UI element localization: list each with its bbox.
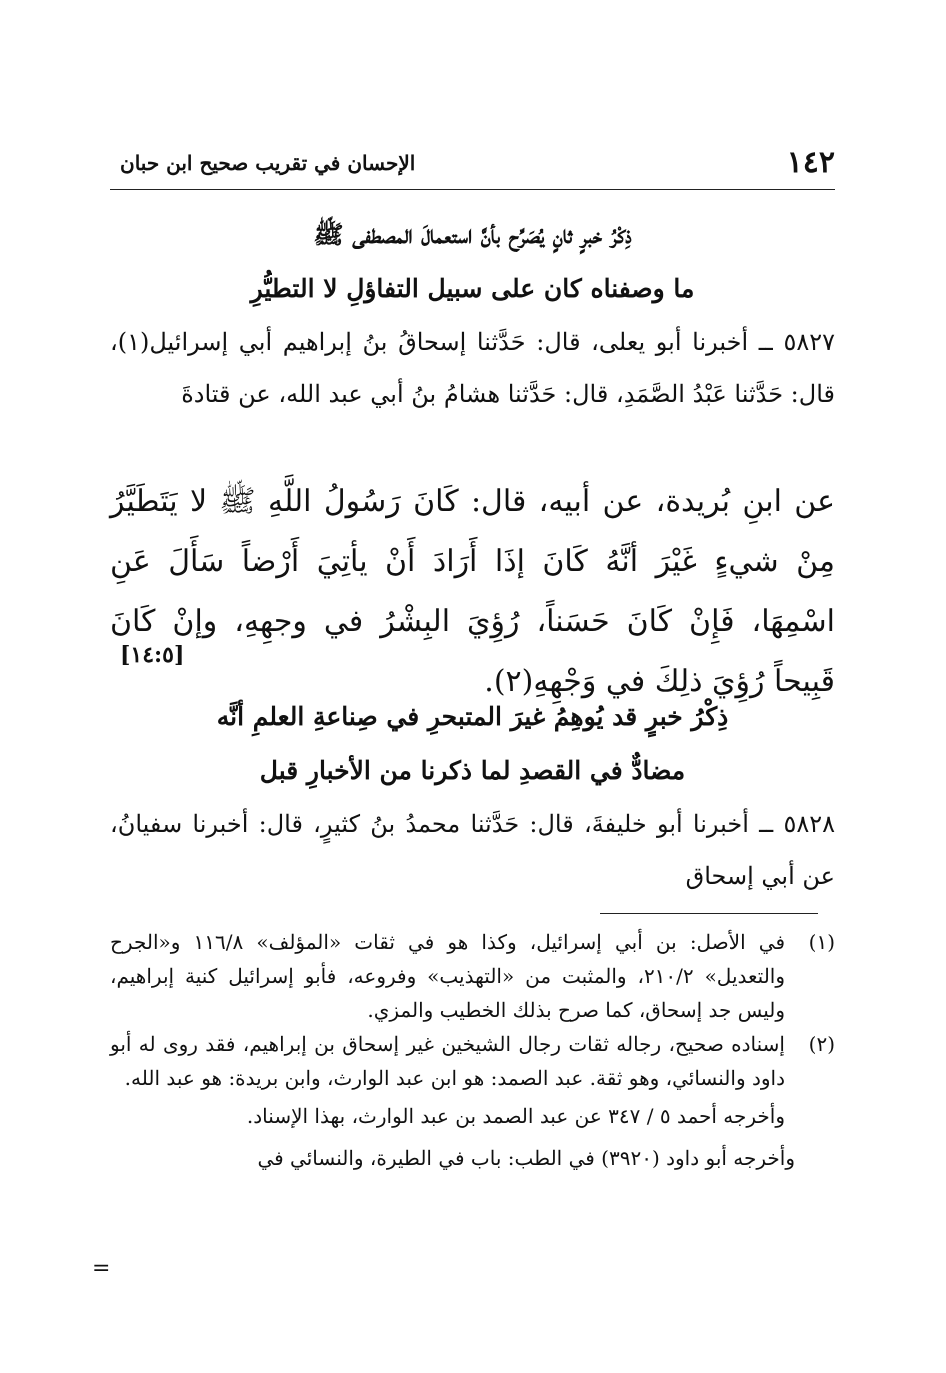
footnote-1 — [110, 925, 835, 1027]
running-title: الإحسان في تقريب صحيح ابن حبان — [120, 151, 416, 175]
footnote-rule — [600, 913, 818, 914]
hadith-5827-matn: عن ابنِ بُريدة، عن أبيه، قال: كَانَ رَسُولُ اللَّهِ ﷺ لا يَتَطَيَّرُ مِنْ شيءٍ غَيْرَ أنَّهُ كَانَ إذَا أَرَادَ أَنْ يأتِيَ أَرْضاً سَأَلَ عَنِ اسْمِهَا، فَإِنْ كَانَ حَسَناً، رُؤِيَ البِشْرُ في وجهِهِ، وإنْ كَانَ قَبِيحاً رُؤِيَ ذلِكَ في وَجْهِهِ(٢). — [110, 484, 835, 699]
heading-line: مضادٌّ في القصدِ لما ذكرنا من الأخبارِ قبل — [259, 756, 686, 785]
hadith-reference: [١٤:٥] — [120, 642, 185, 668]
footnote-text: في الأصل: بن أبي إسرائيل، وكذا هو في ثقات «المؤلف» ١١٦/٨ و«الجرح والتعديل» ٢١٠/٢، والمثبت من «التهذيب» وفروعه، فأبو إسرائيل كنية إبراهيم، وليس جد إسحاق، كما صرح بذلك الخطيب والمزي. — [110, 930, 786, 1022]
footnote-number: (١) — [808, 930, 835, 954]
footnote-2-paragraph: وأخرجه أبو داود (٣٩٢٠) في الطب: باب في الطيرة، والنسائي في — [257, 1146, 795, 1170]
footnote-number: (٢) — [808, 1032, 835, 1056]
heading-line: ذِكْرُ خبرٍ ثانٍ يُصَرِّح بأنَّ استعمالَ المصطفى ﷺ — [313, 220, 632, 249]
footnotes — [110, 925, 835, 1175]
heading-line: ذِكْرُ خبرٍ قد يُوهِمُ غيرَ المتبحرِ في صِناعةِ العلمِ أنَّه — [216, 702, 729, 731]
header-rule — [110, 189, 835, 190]
continuation-mark: = — [92, 1256, 111, 1281]
hadith-5827-isnad: ٥٨٢٧ ــ أخبرنا أبو يعلى، قال: حَدَّثنا إسحاقُ بنُ إبراهيم أبي إسرائيل(١)، قال: حَدَّثنا عَبْدُ الصَّمَدِ، قال: حَدَّثنا هشامُ بنُ أبي عبد الله، عن قتادةَ — [110, 328, 835, 408]
page-header — [110, 142, 835, 184]
hadith-5828-isnad: ٥٨٢٨ ــ أخبرنا أبو خليفةَ، قال: حَدَّثنا محمدُ بنُ كثيرٍ، قال: أخبرنا سفيانُ، عن أبي إسحاق — [110, 810, 835, 890]
heading-line: ما وصفناه كان على سبيل التفاؤلِ لا التطيُّرِ — [250, 274, 695, 303]
footnote-2-paragraph: وأخرجه أحمد ٥ / ٣٤٧ عن عبد الصمد بن عبد الوارث، بهذا الإسناد. — [246, 1104, 785, 1128]
chapter-heading-1 — [110, 208, 835, 316]
footnote-2 — [110, 1027, 835, 1095]
page-number: ١٤٢ — [786, 145, 835, 180]
footnote-text: إسناده صحيح، رجاله ثقات رجال الشيخين غير إسحاق بن إبراهيم، فقد روى له أبو داود والنسائي، وهو ثقة. عبد الصمد: هو ابن عبد الوارث، وابن بريدة: هو عبد الله. — [110, 1032, 785, 1090]
chapter-heading-2 — [110, 690, 835, 798]
